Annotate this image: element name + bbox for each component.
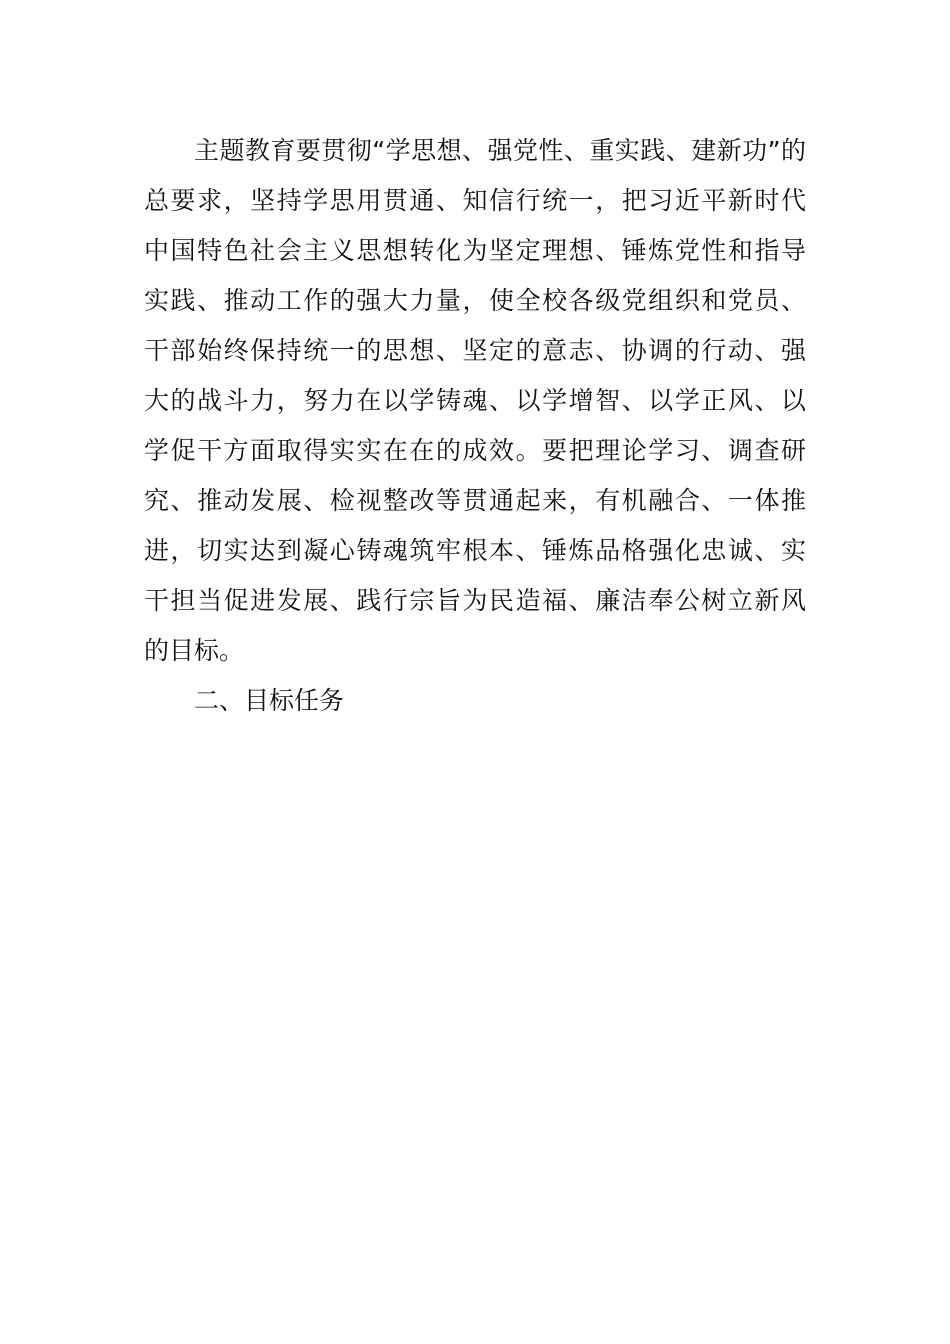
paragraph-line: 实践、推动工作的强大力量，使全校各级党组织和党员、 (144, 286, 806, 315)
document-body (144, 126, 806, 726)
paragraph-line: 大的战斗力，努力在以学铸魂、以学增智、以学正风、以 (144, 386, 806, 415)
section-heading: 二、目标任务 (194, 686, 345, 715)
paragraph-line: 学促干方面取得实实在在的成效。要把理论学习、调查研 (144, 436, 806, 465)
paragraph-line: 总要求，坚持学思用贯通、知信行统一，把习近平新时代 (144, 186, 806, 215)
paragraph-line: 干担当促进发展、践行宗旨为民造福、廉洁奉公树立新风 (144, 586, 806, 615)
paragraph-line: 究、推动发展、检视整改等贯通起来，有机融合、一体推 (144, 486, 806, 515)
paragraph-line: 干部始终保持统一的思想、坚定的意志、协调的行动、强 (144, 336, 806, 365)
paragraph-line: 主题教育要贯彻“学思想、强党性、重实践、建新功”的 (194, 136, 806, 165)
paragraph-1 (144, 126, 806, 676)
paragraph-line: 的目标。 (144, 636, 245, 665)
paragraph-line: 中国特色社会主义思想转化为坚定理想、锤炼党性和指导 (144, 236, 806, 265)
paragraph-line: 进，切实达到凝心铸魂筑牢根本、锤炼品格强化忠诚、实 (144, 536, 806, 565)
